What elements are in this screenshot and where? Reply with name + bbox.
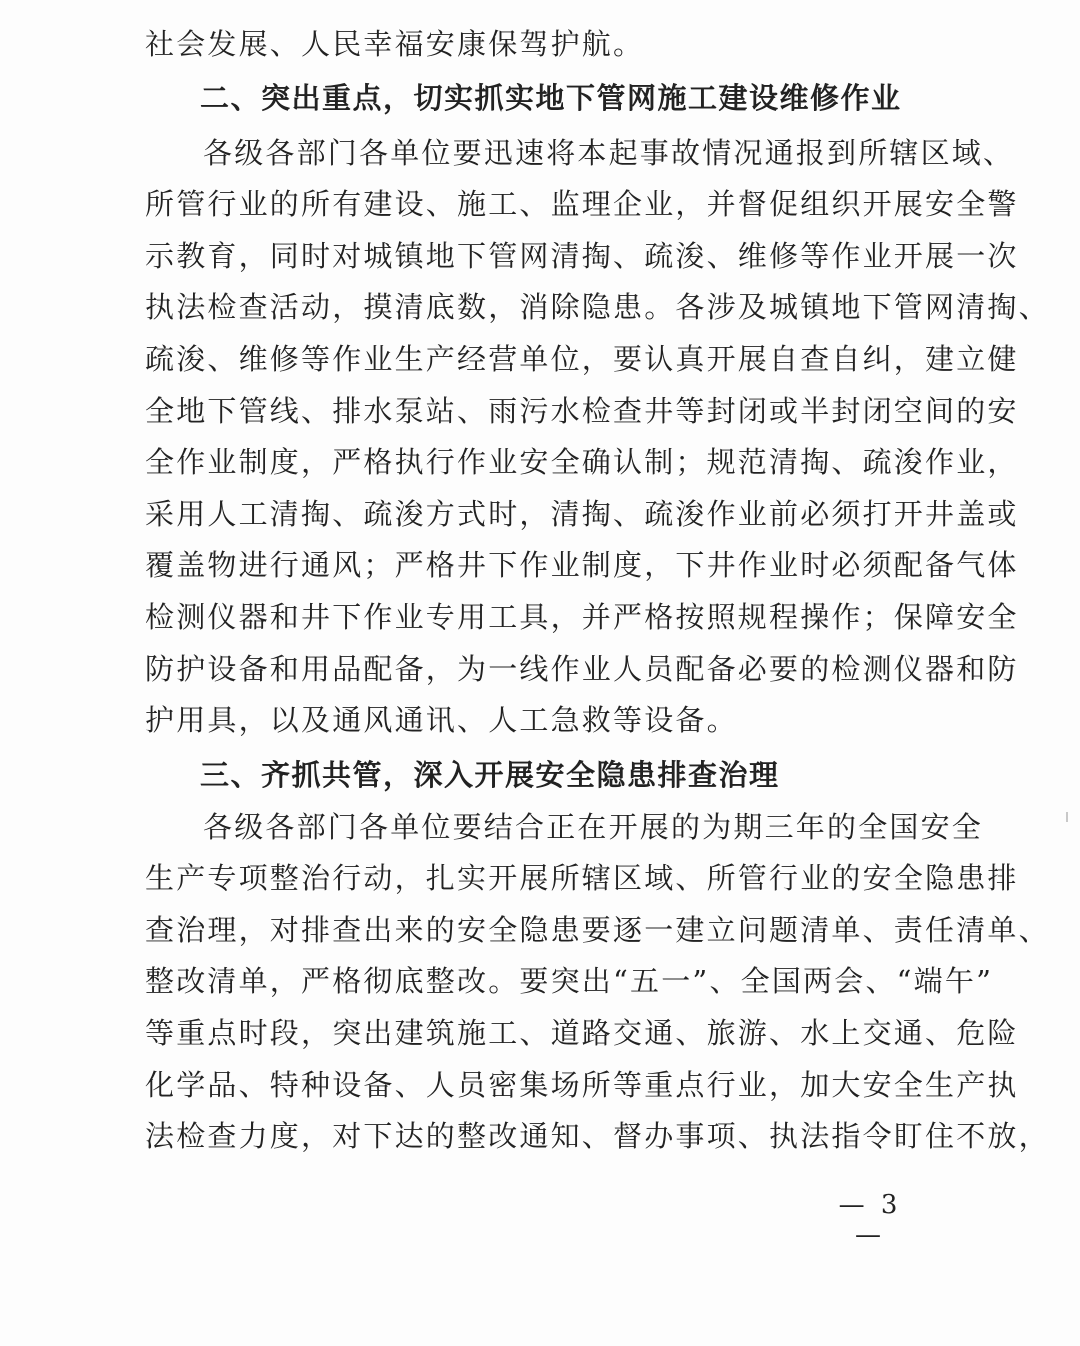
body-line: 生产专项整治行动，扎实开展所辖区域、所管行业的安全隐患排 (145, 861, 1019, 895)
page-number: — 3 — (838, 1190, 902, 1250)
body-line: 覆盖物进行通风；严格井下作业制度，下井作业时必须配备气体 (145, 548, 1019, 582)
body-line: 各级各部门各单位要结合正在开展的为期三年的全国安全 (203, 810, 984, 844)
body-line: 疏浚、维修等作业生产经营单位，要认真开展自查自纠，建立健 (145, 342, 1019, 376)
body-line: 查治理，对排查出来的安全隐患要逐一建立问题清单、责任清单、 (145, 913, 1050, 947)
body-line: 执法检查活动，摸清底数，消除隐患。各涉及城镇地下管网清掏、 (145, 290, 1050, 324)
body-line: 采用人工清掏、疏浚方式时，清掏、疏浚作业前必须打开井盖或 (145, 497, 1019, 531)
body-line: 法检查力度，对下达的整改通知、督办事项、执法指令盯住不放， (145, 1119, 1050, 1153)
scan-edge-mark (1066, 812, 1068, 822)
body-line: 社会发展、人民幸福安康保驾护航。 (145, 27, 645, 61)
body-line: 全作业制度，严格执行作业安全确认制；规范清掏、疏浚作业， (145, 445, 1019, 479)
body-line: 化学品、特种设备、人员密集场所等重点行业，加大安全生产执 (145, 1068, 1019, 1102)
body-line: 全地下管线、排水泵站、雨污水检查井等封闭或半封闭空间的安 (145, 394, 1019, 428)
body-line: 检测仪器和井下作业专用工具，并严格按照规程操作；保障安全 (145, 600, 1019, 634)
section-heading-2: 二、突出重点，切实抓实地下管网施工建设维修作业 (200, 81, 902, 115)
body-line: 示教育，同时对城镇地下管网清掏、疏浚、维修等作业开展一次 (145, 239, 1019, 273)
body-line: 等重点时段，突出建筑施工、道路交通、旅游、水上交通、危险 (145, 1016, 1019, 1050)
body-line: 护用具，以及通风通讯、人工急救等设备。 (145, 703, 738, 737)
body-line: 防护设备和用品配备，为一线作业人员配备必要的检测仪器和防 (145, 652, 1019, 686)
section-heading-3: 三、齐抓共管，深入开展安全隐患排查治理 (200, 758, 780, 792)
body-line: 整改清单，严格彻底整改。要突出“五一”、全国两会、“端午” (145, 964, 994, 998)
body-line: 各级各部门各单位要迅速将本起事故情况通报到所辖区域、 (203, 136, 1015, 170)
body-line: 所管行业的所有建设、施工、监理企业，并督促组织开展安全警 (145, 187, 1019, 221)
